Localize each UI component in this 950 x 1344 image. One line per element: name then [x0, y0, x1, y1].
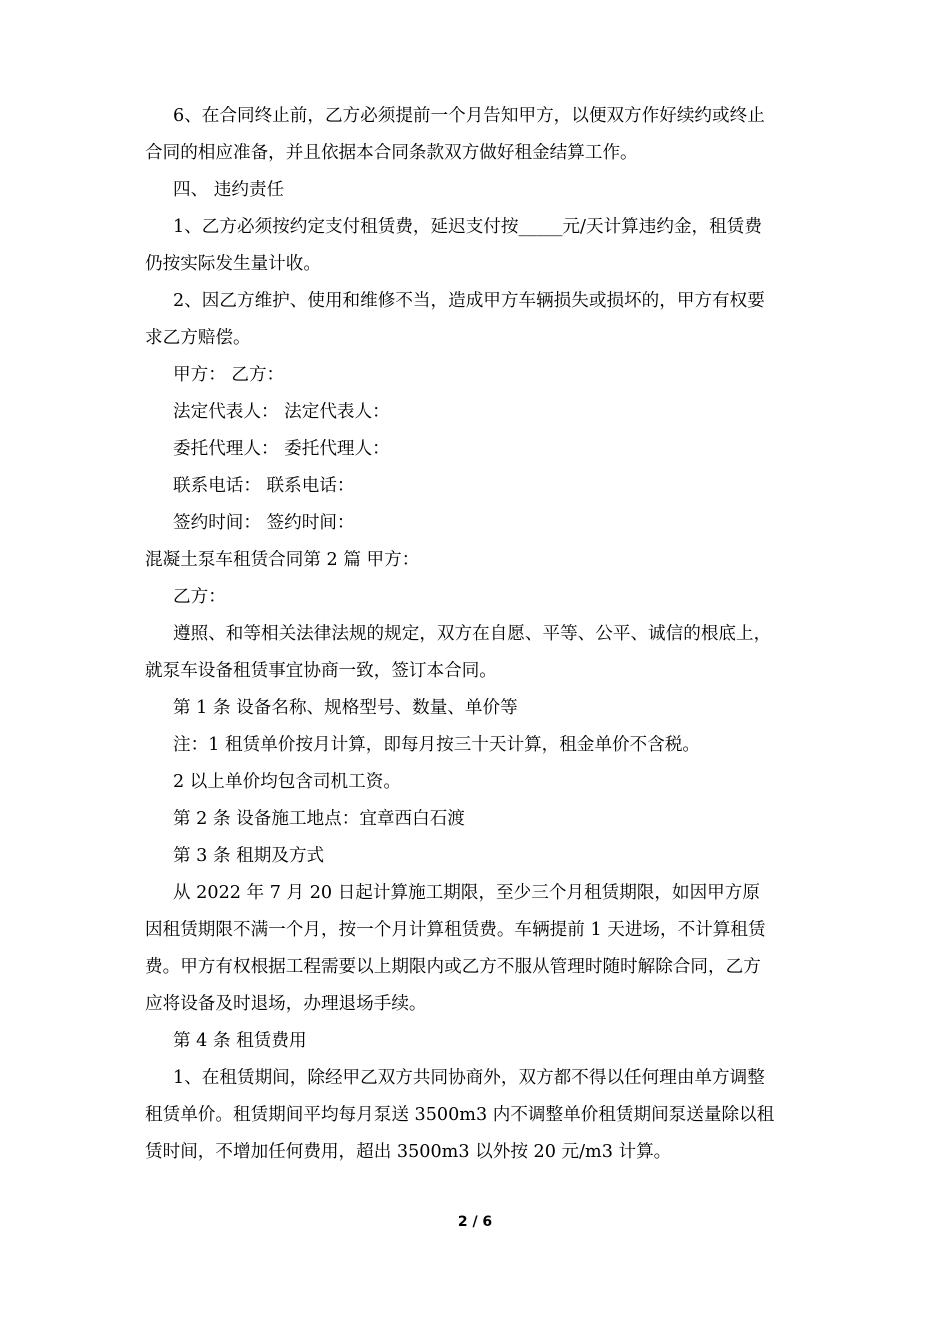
- paragraph-line: 仍按实际发生量计收。: [145, 254, 321, 274]
- paragraph-line: 费。甲方有权根据工程需要以上期限内或乙方不服从管理时随时解除合同，乙方: [145, 957, 761, 977]
- document-body: [145, 98, 813, 1171]
- paragraph-line: 就泵车设备租赁事宜协商一致，签订本合同。: [145, 661, 497, 681]
- paragraph-line: 1、乙方必须按约定支付租赁费，延迟支付按_____元/天计算违约金，租赁费: [173, 217, 762, 237]
- signature-line: 甲方： 乙方：: [173, 365, 285, 385]
- signature-line: 签约时间： 签约时间：: [173, 513, 355, 533]
- paragraph-line: 合同的相应准备，并且依据本合同条款双方做好租金结算工作。: [145, 143, 638, 163]
- paragraph-line: 赁时间，不增加任何费用，超出 3500m3 以外按 20 元/m3 计算。: [145, 1142, 672, 1162]
- paragraph-line: 遵照、和等相关法律法规的规定，双方在自愿、平等、公平、诚信的根底上，: [173, 624, 772, 644]
- signature-line: 法定代表人： 法定代表人：: [173, 402, 390, 422]
- paragraph-line: 1、在租赁期间，除经甲乙双方共同协商外，双方都不得以任何理由单方调整: [173, 1068, 765, 1088]
- contract-title-line: 混凝土泵车租赁合同第 2 篇 甲方：: [145, 550, 420, 570]
- signature-line: 联系电话： 联系电话：: [173, 476, 355, 496]
- paragraph-line: 从 2022 年 7 月 20 日起计算施工期限，至少三个月租赁期限，如因甲方原: [173, 883, 760, 903]
- article-heading: 第 4 条 租赁费用: [173, 1031, 307, 1051]
- paragraph-line: 注：1 租赁单价按月计算，即每月按三十天计算，租金单价不含税。: [173, 735, 701, 755]
- paragraph-line: 2、因乙方维护、使用和维修不当，造成甲方车辆损失或损坏的，甲方有权要: [173, 291, 765, 311]
- paragraph-line: 因租赁期限不满一个月，按一个月计算租赁费。车辆提前 1 天进场，不计算租赁: [145, 920, 766, 940]
- paragraph-line: 应将设备及时退场，办理退场手续。: [145, 994, 427, 1014]
- paragraph-line: 租赁单价。租赁期间平均每月泵送 3500m3 内不调整单价租赁期间泵送量除以租: [145, 1105, 775, 1125]
- paragraph-line: 求乙方赔偿。: [145, 328, 251, 348]
- paragraph-line: 2 以上单价均包含司机工资。: [173, 772, 401, 792]
- party-line: 乙方：: [173, 587, 226, 607]
- article-heading: 第 1 条 设备名称、规格型号、数量、单价等: [173, 698, 518, 718]
- article-heading: 第 2 条 设备施工地点：宜章西白石渡: [173, 809, 465, 829]
- page-number: 2 / 6: [457, 1214, 493, 1230]
- section-heading: 四、 违约责任: [173, 180, 285, 200]
- article-heading: 第 3 条 租期及方式: [173, 846, 325, 866]
- paragraph-line: 6、在合同终止前，乙方必须提前一个月告知甲方，以便双方作好续约或终止: [173, 106, 765, 126]
- signature-line: 委托代理人： 委托代理人：: [173, 439, 390, 459]
